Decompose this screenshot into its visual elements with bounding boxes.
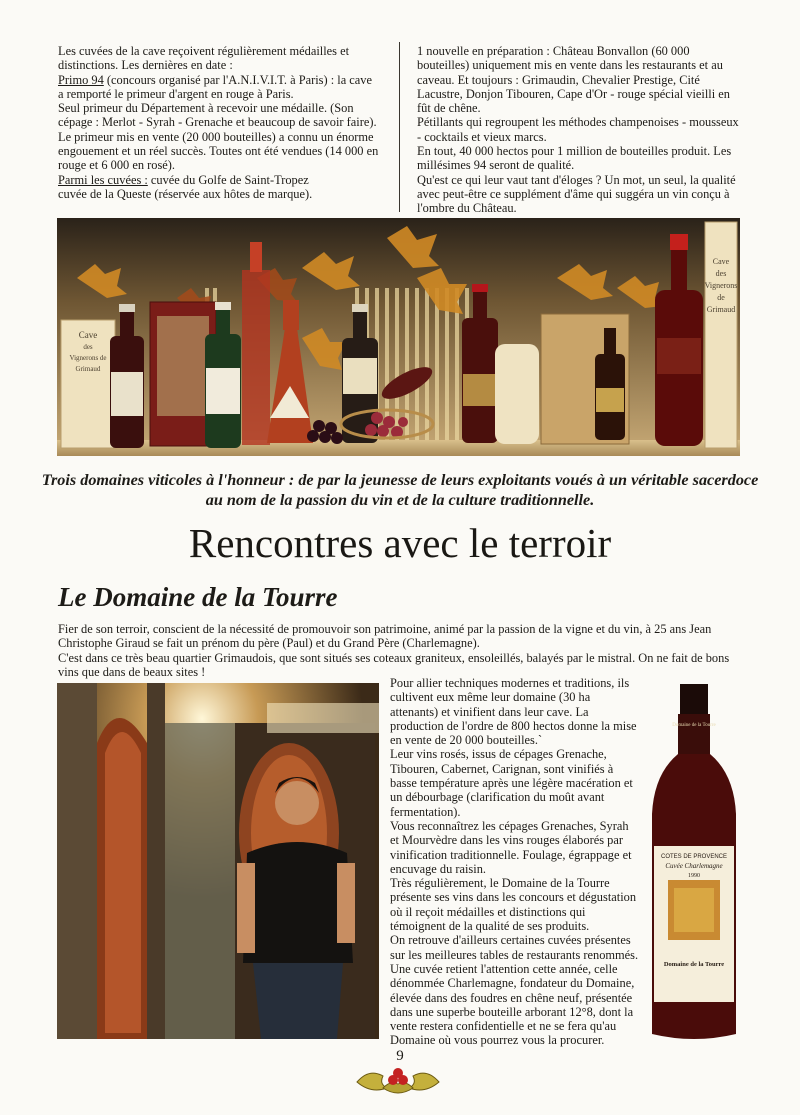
left-paragraph-3: Seul primeur du Département à recevoir une médaille. (Son cépage : Merlot - Syrah - Grenache et beaucoup de savoir faire). (58, 101, 377, 130)
bottle-label-year: 1990 (688, 873, 700, 879)
primo-94-label: Primo 94 (58, 72, 104, 87)
left-paragraph-6: cuvée de la Queste (réservée aux hôtes de marque). (58, 186, 313, 201)
bottom-paragraph-6: Une cuvée retient l'attention cette année, celle dénommée Charlemagne, fondateur du Domaine, élevée dans des foudres en chêne neuf, présentée dans une superbe bouteille arborant 12°8, dont la vente restera confidentielle et ne se fera qu'au Domaine où vous pourrez vous la procurer. (390, 961, 635, 1048)
right-box-text-4: de (717, 293, 725, 302)
right-box-text-3: Vignerons (704, 281, 738, 290)
cellar-photo (57, 683, 379, 1039)
bottom-text-column (390, 676, 640, 1048)
right-paragraph-4: Qu'est ce qui leur vaut tant d'éloges ? Un mot, un seul, la qualité avec peut-être ce supplément d'âme qui suggéra un vin conçu à l'ombre du Château. (417, 172, 736, 216)
left-box-text-4: Grimaud (75, 365, 101, 373)
bottom-paragraph-2: Leur vins rosés, issus de cépages Grenache, Tibouren, Cabernet, Carignan, sont vinifiés à basse température après une légère macération et un débourbage (clarification du moût avant fermentation). (390, 747, 633, 819)
bottle-label-brand: Domaine de la Tourre (663, 961, 725, 968)
left-box-text: Cave (78, 330, 98, 340)
wine-bottle-photo (644, 684, 744, 1044)
section-title: Le Domaine de la Tourre (58, 582, 338, 612)
main-title: Rencontres avec le terroir (188, 520, 612, 566)
neck-label: Domaine de la Tourre (672, 723, 716, 728)
cuvees-label: Parmi les cuvées : (58, 172, 148, 187)
bottle-label-cuvee: Cuvée Charlemagne (665, 862, 723, 870)
page-number: 9 (396, 1048, 404, 1064)
right-paragraph-1: 1 nouvelle en préparation : Château Bonvallon (60 000 bouteilles) uniquement mis en vente dans les restaurants et au caveau. Et toujours : Grimaudin, Chevalier Prestige, Cité Lacustre, Donjon Tibouren, Cape d'Or - rouge spécial vieilli en fût de chêne. (417, 44, 730, 116)
right-box-text-2: des (715, 269, 727, 278)
intro-paragraph-1: Fier de son terroir, conscient de la nécessité de promouvoir son patrimoine, animé par la passion de la vigne et du vin, à 25 ans Jean Christophe Giraud se fait un prénom du père (Paul) et du Grand Père (Charlemagne). (58, 622, 712, 651)
left-paragraph-1: Les cuvées de la cave reçoivent régulièrement médailles et distinctions. Les dernières en date : (58, 44, 350, 73)
bottom-paragraph-4: Très régulièrement, le Domaine de la Tourre présente ses vins dans les concours et dégustation où il reçoit médailles et distinctions qui témoignent de la qualité de ses produits. (390, 876, 637, 934)
right-column (417, 44, 740, 216)
left-paragraph-4: Le primeur mis en vente (20 000 bouteilles) a connu un énorme engouement et un réel succès. Toutes ont été vendues (14 000 en rouge et 6 000 en rosé). (58, 129, 379, 173)
right-box-text-5: Grimaud (706, 305, 736, 314)
left-paragraph-2-text: (concours organisé par l'A.N.I.V.I.T. à Paris) : la cave a remporté le primeur d'argent en rouge à Paris. (58, 72, 372, 101)
bottom-paragraph-3: Vous reconnaîtrez les cépages Grenaches, Syrah et Mourvèdre dans les vins rouges élaborés par vinification traditionnelle. Foulage, égrappage et encuvage du raisin. (390, 818, 632, 876)
holly-ornament-icon (353, 1062, 443, 1098)
left-box-text-3: Vignerons de (69, 354, 107, 362)
column-divider (399, 42, 400, 212)
intro-paragraph (58, 622, 740, 679)
intro-paragraph-2: C'est dans ce très beau quartier Grimaudois, que sont situés ses coteaux graniteux, ensoleillés, balayés par le mistral. On ne fait de bons vins que dans de beaux sites ! (58, 650, 730, 679)
left-paragraph-5 (58, 173, 380, 187)
left-box-text-2: des (83, 343, 93, 351)
photo-caption: Trois domaines viticoles à l'honneur : de par la jeunesse de leurs exploitants voués à un véritable sacerdoce au nom de la passion du vin et de la culture traditionnelle. (41, 471, 759, 509)
left-paragraph-5-text: cuvée du Golfe de Saint-Tropez (147, 172, 309, 187)
bottom-paragraph-5: On retrouve d'ailleurs certaines cuvées présentes sur les meilleures tables de restaurants renommés. (390, 933, 639, 962)
left-column (58, 44, 380, 201)
right-paragraph-2: Pétillants qui regroupent les méthodes champenoises - mousseux - cocktails et vieux marcs. (417, 115, 739, 144)
bottom-paragraph-1: Pour allier techniques modernes et traditions, ils cultivent eux même leur domaine (30 ha attenants) et vinifient dans leur cave. La production de l'ordre de 800 hectos donne la mise en vente de 20 000 bouteilles.` (390, 676, 637, 748)
right-paragraph-3: En tout, 40 000 hectos pour 1 million de bouteilles produit. Les millésimes 94 seront de qualité. (417, 144, 732, 173)
left-paragraph-2 (58, 73, 380, 102)
wine-display-photo (57, 218, 740, 456)
right-box-text: Cave (712, 257, 730, 266)
bottle-label-region: COTES DE PROVENCE (660, 854, 728, 860)
